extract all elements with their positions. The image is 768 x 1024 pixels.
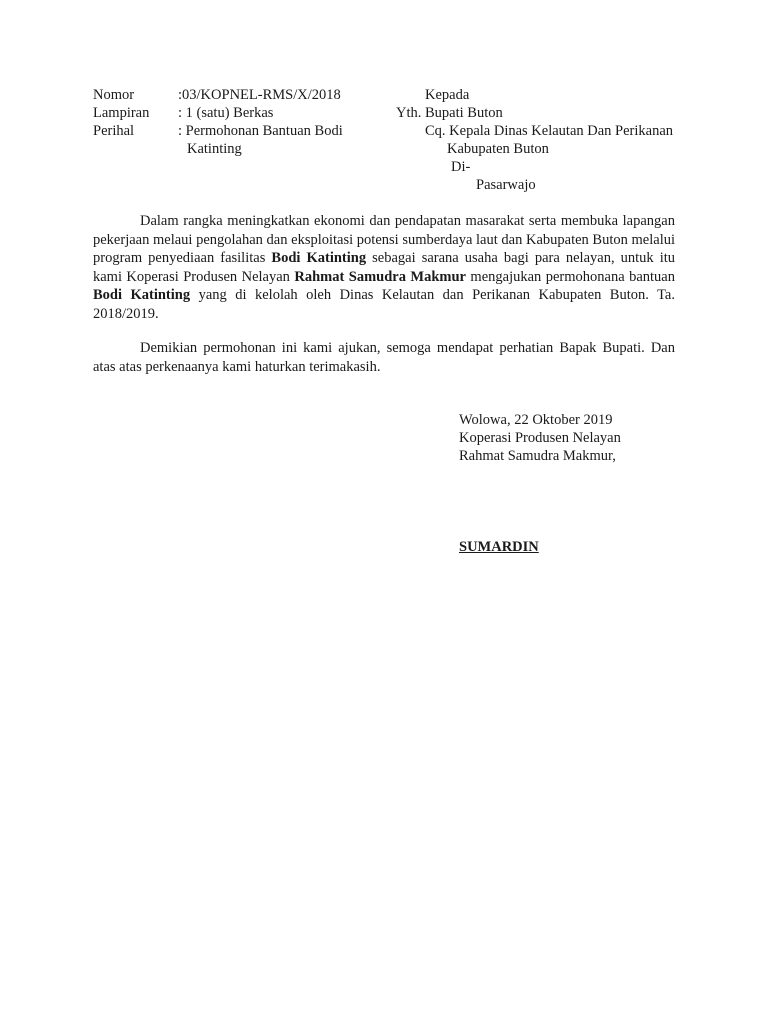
closing-org-line2: Rahmat Samudra Makmur, [459,448,616,464]
lampiran-value: : 1 (satu) Berkas [178,105,274,121]
p1-bold-1: Bodi Katinting [271,250,367,266]
p2-text: Demikian permohonan ini kami ajukan, semoga mendapat perhatian Bapak Bupati. Dan atas atas perkenaanya kami haturkan terimakasih. [93,340,675,375]
p1-bold-2: Rahmat Samudra Makmur [294,268,466,285]
closing-org-line1: Koperasi Produsen Nelayan [459,430,621,446]
closing-date: Wolowa, 22 Oktober 2019 [459,412,613,428]
perihal-label: Perihal [93,123,135,139]
recipient-kepada: Kepada [425,87,470,103]
nomor-label: Nomor [93,87,135,103]
signatory-name: SUMARDIN [459,539,539,555]
body-paragraph-2 [93,339,675,376]
recipient-yth: Yth. Bupati Buton [396,105,503,121]
nomor-value: :03/KOPNEL-RMS/X/2018 [178,87,341,103]
p1-text-4: yang di kelolah oleh Dinas Kelautan dan Perikanan Kabupaten Buton. Ta. 2018/2019. [93,287,675,322]
perihal-value-line1: : Permohonan Bantuan Bodi [178,123,343,139]
p1-text-3: mengajukan permohonana bantuan [465,268,675,285]
body-paragraph-1 [93,212,675,323]
p1-text-2: sebagai sarana usaha bagi para nelayan, untuk itu kami Koperasi Produsen Nelayan [93,250,676,285]
perihal-value-line2: Katinting [187,141,242,157]
recipient-di: Di- [451,159,471,175]
p1-text-1: Dalam rangka meningkatkan ekonomi dan pendapatan masarakat serta membuka lapangan pekerjaan melaui pengolahan dan eksploitasi potensi sumberdaya laut dan Kabupaten Buton melalui program penyediaan fasilitas [93,213,675,266]
recipient-place: Pasarwajo [476,177,536,193]
recipient-kabupaten: Kabupaten Buton [447,141,549,157]
p1-bold-3: Bodi Katinting [93,287,191,303]
lampiran-label: Lampiran [93,105,150,121]
recipient-cq: Cq. Kepala Dinas Kelautan Dan Perikanan [425,123,674,139]
